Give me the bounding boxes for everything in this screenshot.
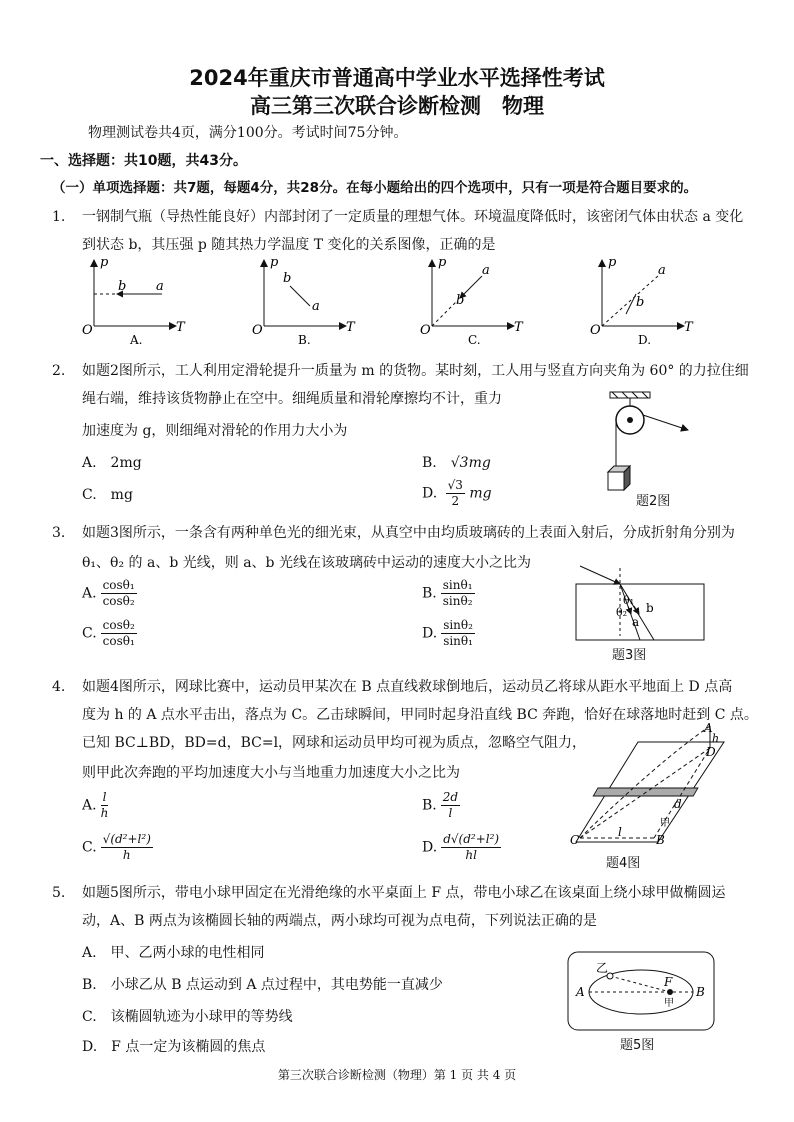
svg-text:h: h: [712, 732, 720, 745]
svg-text:O: O: [252, 323, 263, 338]
q5-text-1: [52, 882, 726, 902]
exam-info: 物理测试卷共4页，满分100分。考试时间75分钟。: [88, 125, 408, 141]
svg-text:p: p: [270, 256, 279, 270]
q2-option-c: C. mg: [82, 487, 133, 503]
q2-caption: 题2图: [636, 494, 671, 509]
q4-line1: 如题4图所示，网球比赛中，运动员甲某次在 B 点直线救球倒地后，运动员乙将球从距水平地面上 D 点高: [82, 679, 733, 695]
svg-text:T: T: [346, 320, 355, 335]
q3-option-c: C. $\frac{\text{cosθ₂}}{\text{cosθ₁}}$: [82, 618, 135, 648]
section-heading: 一、选择题：共10题，共43分。: [40, 153, 247, 169]
q2-number: 2.: [52, 363, 66, 379]
q1-graph-a: [82, 256, 186, 347]
svg-text:B.: B.: [298, 333, 311, 347]
q2-figure: [600, 390, 710, 502]
q5-option-c: C. 该椭圆轨迹为小球甲的等势线: [82, 1009, 293, 1025]
svg-text:b: b: [118, 279, 127, 294]
page-footer: 第三次联合诊断检测（物理）第 1 页 共 4 页: [277, 1068, 517, 1082]
q3-option-b: B. $\frac{\text{sinθ₁}}{\text{sinθ₂}}$: [422, 578, 473, 608]
q2-option-a: A. 2mg: [82, 455, 142, 471]
q4-caption: 题4图: [606, 856, 641, 871]
q4-figure: [568, 722, 728, 852]
svg-text:p: p: [438, 256, 447, 270]
svg-text:θ₁: θ₁: [623, 594, 635, 607]
q4-number: 4.: [52, 679, 66, 695]
svg-text:F: F: [664, 975, 673, 989]
q5-line1: 如题5图所示，带电小球甲固定在光滑绝缘的水平桌面上 F 点，带电小球乙在该桌面上绕小球甲做椭圆运: [82, 885, 726, 901]
svg-text:b: b: [283, 271, 292, 286]
q4-option-b: B. $\frac{2d}{l}$: [422, 790, 459, 820]
svg-text:B: B: [656, 833, 665, 847]
svg-text:a: a: [632, 615, 640, 629]
q2-text-1: [52, 360, 749, 380]
svg-text:p: p: [608, 256, 617, 270]
exam-subtitle: 高三第三次联合诊断检测 物理: [250, 94, 544, 118]
q3-option-d: D. $\frac{\text{sinθ₂}}{\text{sinθ₁}}$: [422, 618, 473, 648]
q2-option-d: D. $\frac{√3}{2}$ mg: [422, 478, 492, 508]
svg-text:b: b: [646, 601, 654, 615]
svg-text:p: p: [100, 256, 109, 270]
q2-text-3: 加速度为 g，则细绳对滑轮的作用力大小为: [82, 423, 348, 439]
svg-text:b: b: [636, 295, 645, 310]
q3-line1: 如题3图所示，一条含有两种单色光的细光束，从真空中由均质玻璃砖的上表面入射后，分成折射角分别为: [82, 525, 735, 541]
q5-text-2: 动，A、B 两点为该椭圆长轴的两端点，两小球均可视为点电荷，下列说法正确的是: [82, 913, 597, 929]
q5-figure: [566, 950, 716, 1032]
q3-text-2: θ₁、θ₂ 的 a、b 光线，则 a、b 光线在该玻璃砖中运动的速度大小之比为: [82, 555, 531, 571]
q1-number: 1.: [52, 209, 66, 225]
section-subheading: （一）单项选择题：共7题，每题4分，共28分。在每小题给出的四个选项中，只有一项是符合题目要求的。: [52, 180, 698, 196]
svg-text:O: O: [420, 323, 431, 338]
q5-caption: 题5图: [620, 1038, 655, 1053]
q2-line1: 如题2图所示，工人利用定滑轮提升一质量为 m 的货物。某时刻，工人用与竖直方向夹角为 60° 的力拉住细: [82, 363, 749, 379]
svg-text:B: B: [696, 985, 705, 999]
q5-number: 5.: [52, 885, 66, 901]
exam-title: 2024年重庆市普通高中学业水平选择性考试: [189, 66, 605, 90]
q3-text-1: [52, 522, 735, 542]
svg-text:T: T: [176, 320, 185, 335]
svg-text:D: D: [706, 745, 716, 759]
q5-option-d: D. F 点一定为该椭圆的焦点: [82, 1039, 266, 1055]
q4-option-c: C. $\frac{\text{√(d²+l²)}}{h}$: [82, 832, 151, 862]
q3-option-a: A. $\frac{\text{cosθ₁}}{\text{cosθ₂}}$: [82, 578, 135, 608]
svg-text:A.: A.: [130, 333, 143, 347]
svg-text:甲: 甲: [660, 818, 670, 829]
svg-text:D.: D.: [638, 333, 652, 347]
q3-figure: [570, 562, 710, 644]
q5-option-b: B. 小球乙从 B 点运动到 A 点过程中，其电势能一直减少: [82, 977, 443, 993]
svg-text:C: C: [570, 833, 580, 847]
svg-text:l: l: [618, 825, 622, 839]
q4-text-2: 度为 h 的 A 点水平击出，落点为 C。乙击球瞬间，甲同时起身沿直线 BC 奔跑，恰好在球落地时赶到 C 点。: [82, 707, 758, 723]
svg-text:C.: C.: [468, 333, 481, 347]
q1-graphs: [80, 256, 700, 348]
svg-text:O: O: [82, 323, 93, 338]
q1-text-1: [52, 206, 743, 226]
q1-graph-c: [420, 256, 524, 347]
svg-text:a: a: [312, 299, 320, 314]
svg-text:A: A: [704, 722, 713, 735]
q5-option-a: A. 甲、乙两小球的电性相同: [82, 945, 265, 961]
svg-text:d: d: [674, 797, 682, 811]
q2-text-2: 绳右端，维持该货物静止在空中。细绳质量和滑轮摩擦均不计，重力: [82, 391, 502, 407]
svg-text:O: O: [590, 323, 601, 338]
q1-graph-b: [252, 256, 356, 347]
svg-text:T: T: [684, 320, 693, 335]
svg-text:a: a: [156, 279, 164, 294]
q1-text-2: 到状态 b，其压强 p 随其热力学温度 T 变化的关系图像，正确的是: [82, 237, 496, 253]
q1-graph-d: [590, 256, 694, 347]
q4-option-d: D. $\frac{\text{d√(d²+l²)}}{hl}$: [422, 832, 500, 862]
q3-caption: 题3图: [612, 648, 647, 663]
svg-text:A: A: [576, 985, 585, 999]
q2-option-b: B. √3mg: [422, 455, 491, 471]
svg-text:a: a: [482, 263, 490, 278]
q4-option-a: A. $\frac{l}{h}$: [82, 790, 109, 820]
q4-text-3: 已知 BC⊥BD，BD=d，BC=l，网球和运动员甲均可视为质点，忽略空气阻力，: [82, 735, 587, 751]
svg-text:b: b: [456, 293, 465, 308]
svg-text:θ₂: θ₂: [616, 606, 628, 619]
svg-text:甲: 甲: [664, 998, 674, 1009]
q4-text-1: [52, 676, 732, 696]
q4-text-4: 则甲此次奔跑的平均加速度大小与当地重力加速度大小之比为: [82, 765, 460, 781]
q1-line1: 一钢制气瓶（导热性能良好）内部封闭了一定质量的理想气体。环境温度降低时，该密闭气体由状态 a 变化: [82, 209, 744, 225]
svg-text:a: a: [658, 263, 666, 278]
svg-text:T: T: [514, 320, 523, 335]
q3-number: 3.: [52, 525, 66, 541]
svg-text:乙: 乙: [596, 961, 609, 975]
